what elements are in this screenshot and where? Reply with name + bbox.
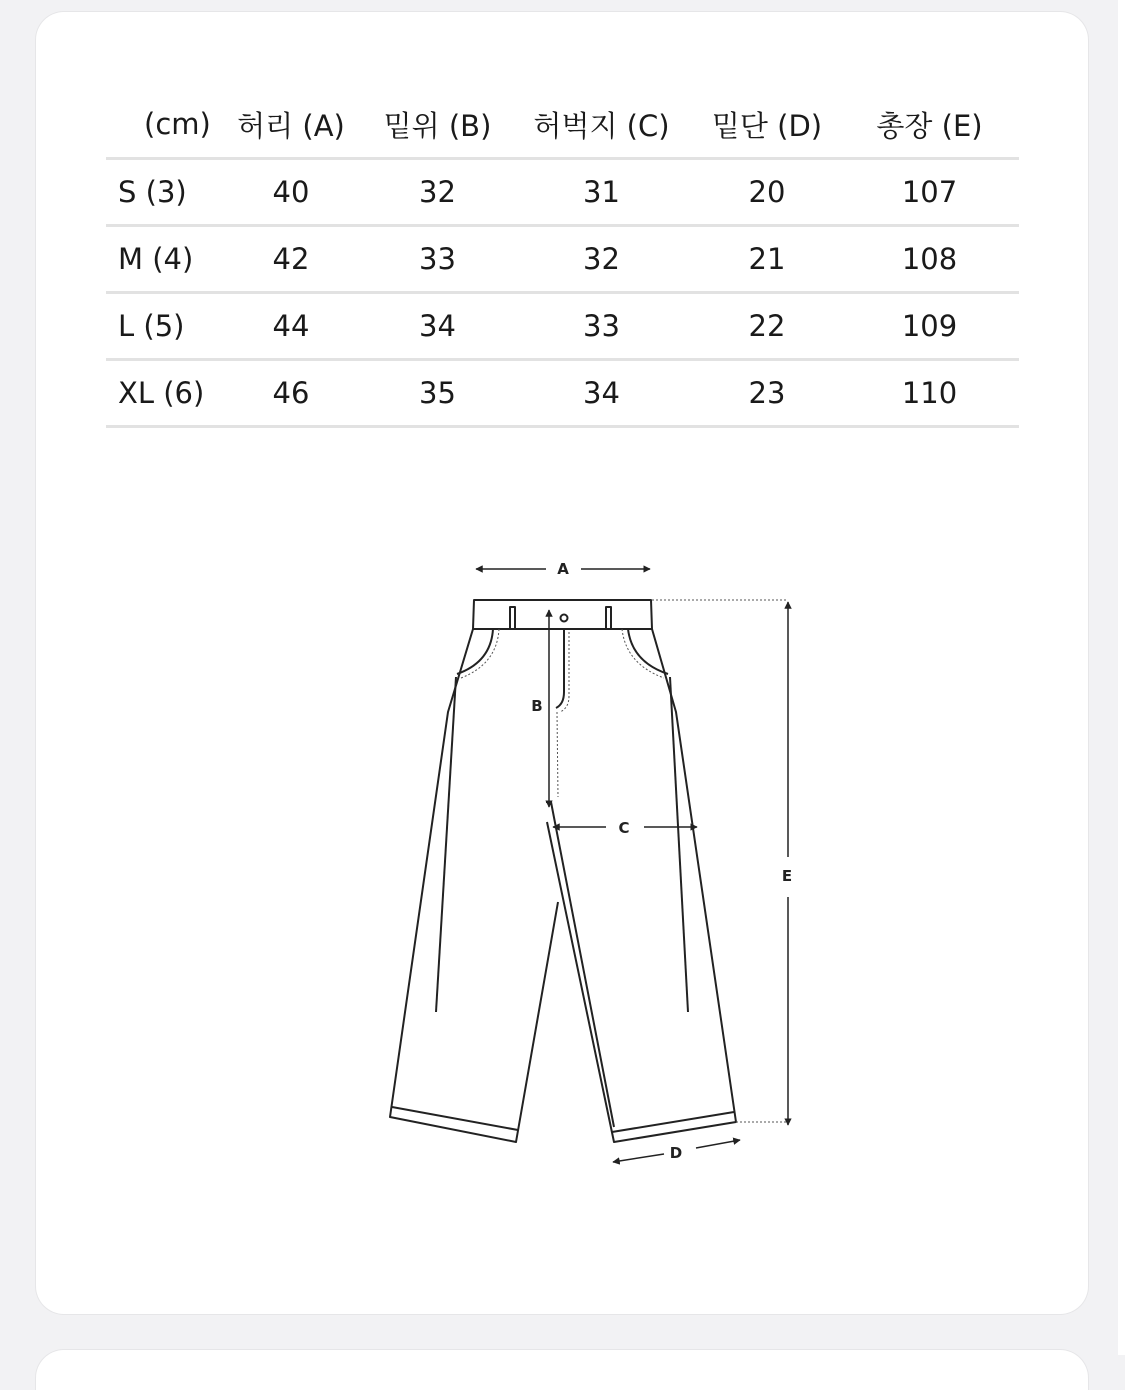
table-cell: 20 xyxy=(694,158,840,225)
size-chart-table xyxy=(106,92,1019,428)
next-card-edge xyxy=(36,1350,1088,1390)
left-hem-line xyxy=(392,1107,518,1130)
right-leg-outline xyxy=(547,629,736,1142)
fly-seam xyxy=(556,629,564,708)
column-header-length: 총장 (E) xyxy=(840,92,1019,158)
label-a: A xyxy=(557,560,569,578)
button-icon xyxy=(561,615,568,622)
right-hem-line xyxy=(612,1112,734,1132)
column-header-rise: 밑위 (B) xyxy=(366,92,509,158)
measure-e xyxy=(782,602,792,1125)
belt-loop xyxy=(606,607,611,629)
table-cell: 108 xyxy=(840,225,1019,292)
table-cell: 46 xyxy=(216,359,366,426)
unit-header: (cm) xyxy=(106,92,216,158)
table-cell: 34 xyxy=(366,292,509,359)
size-label: L (5) xyxy=(106,292,216,359)
table-cell: 23 xyxy=(694,359,840,426)
table-cell: 40 xyxy=(216,158,366,225)
label-d: D xyxy=(669,1144,683,1162)
table-row xyxy=(106,359,1019,426)
belt-loop xyxy=(510,607,515,629)
crotch-seam xyxy=(546,802,614,1127)
table-cell: 22 xyxy=(694,292,840,359)
label-e: E xyxy=(781,867,793,885)
size-guide-card xyxy=(36,12,1088,1314)
table-cell: 31 xyxy=(509,158,694,225)
table-row xyxy=(106,292,1019,359)
waistband xyxy=(473,600,652,629)
pants-outline-icon xyxy=(390,600,736,1142)
right-pocket xyxy=(628,629,668,674)
column-header-hem: 밑단 (D) xyxy=(694,92,840,158)
left-pocket xyxy=(457,629,493,674)
table-cell: 42 xyxy=(216,225,366,292)
table-header-row xyxy=(106,92,1019,158)
label-b: B xyxy=(531,697,543,715)
measure-a xyxy=(476,560,650,578)
table-cell: 110 xyxy=(840,359,1019,426)
table-cell: 44 xyxy=(216,292,366,359)
left-side-seam xyxy=(436,677,456,1012)
table-cell: 109 xyxy=(840,292,1019,359)
table-cell: 33 xyxy=(366,225,509,292)
table-cell: 35 xyxy=(366,359,509,426)
label-c: C xyxy=(618,819,630,837)
table-cell: 33 xyxy=(509,292,694,359)
size-label: M (4) xyxy=(106,225,216,292)
size-label: S (3) xyxy=(106,158,216,225)
table-row xyxy=(106,158,1019,225)
table-row xyxy=(106,225,1019,292)
stitch-lines xyxy=(461,600,786,1122)
scroll-gutter xyxy=(1118,0,1125,1355)
right-side-seam xyxy=(670,677,688,1012)
size-label: XL (6) xyxy=(106,359,216,426)
measure-b xyxy=(531,610,549,807)
table-cell: 32 xyxy=(366,158,509,225)
measure-c xyxy=(553,819,697,837)
table-cell: 21 xyxy=(694,225,840,292)
left-leg-outline xyxy=(390,629,558,1142)
table-cell: 34 xyxy=(509,359,694,426)
column-header-waist: 허리 (A) xyxy=(216,92,366,158)
measure-d xyxy=(613,1140,740,1162)
table-cell: 32 xyxy=(509,225,694,292)
table-cell: 107 xyxy=(840,158,1019,225)
column-header-thigh: 허벅지 (C) xyxy=(509,92,694,158)
